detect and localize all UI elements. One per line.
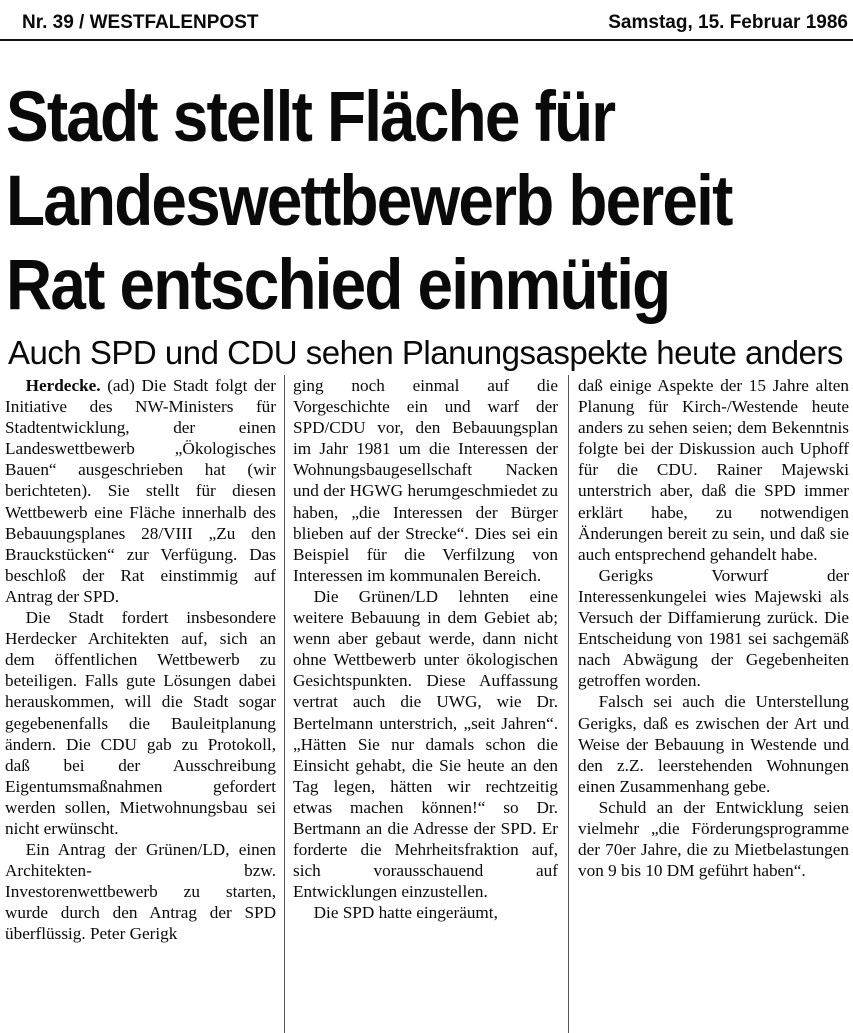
paragraph: Falsch sei auch die Unterstellung Gerigks, daß es zwischen der Art und Weise der Bebauung in Westende und den z.Z. leerstehenden Wohnungen einen Zusammenhang gebe. [578, 692, 849, 796]
paragraph: Die Stadt fordert insbesondere Herdecker Architekten auf, sich an dem öffentlichen Wettbewerb zu beteiligen. Falls gute Lösungen dabei herauskommen, will die Stadt sogar gegebenenfalls die Bauleitplanung ändern. Die CDU gab zu Protokoll, daß bei der Ausschreibung Eigentumsmaßnahmen gefordert werden sollen, Mietwohnungsbau sei nicht erwünscht. [5, 608, 276, 838]
article-column-1 [5, 375, 276, 945]
paragraph-text: (ad) Die Stadt folgt der Initiative des NW-Ministers für Stadtentwicklung, der einen Landeswettbewerb „Ökologisches Bauen“ ausgeschrieben hat (wir berichteten). Sie stellt für diesen Wettbewerb eine Fläche innerhalb des Bebauungsplanes 28/VIII „Zu den Brauckstücken“ zur Verfügung. Das beschloß der Rat einstimmig auf Antrag der SPD. [5, 376, 276, 606]
paragraph: Gerigks Vorwurf der Interessenkungelei wies Majewski als Versuch der Diffamierung zurück. Die Entscheidung von 1981 sei sachgemäß nach Abwägung der Gegebenheiten getroffen worden. [578, 565, 849, 691]
dateline: Herdecke. [25, 376, 101, 395]
paragraph: Die SPD hatte eingeräumt, [313, 903, 498, 923]
column-divider [568, 375, 569, 1033]
issue-date: Samstag, 15. Februar 1986 [608, 12, 848, 33]
article-column-3 [578, 375, 849, 881]
paragraph: Schuld an der Entwicklung seien vielmehr „die Förderungsprogramme der 70er Jahre, die zu Mietbelastungen von 9 bis 10 DM geführt haben“. [578, 797, 849, 881]
paragraph: daß einige Aspekte der 15 Jahre alten Planung für Kirch-/Westende heute anders zu sehen seien; dem Bekenntnis folgte bei der Diskussion auch Uphoff für die CDU. Rainer Majewski unterstrich aber, daß die SPD immer erklärt habe, zu notwendigen Änderungen bereit zu sein, und daß sie auch entsprechend gehandelt habe. [578, 376, 849, 564]
masthead-rule [0, 39, 853, 41]
paragraph [5, 375, 276, 607]
paragraph: ging noch einmal auf die Vorgeschichte ein und warf der SPD/CDU vor, den Bebauungsplan im Jahr 1981 um die Interessen der Wohnungsbaugesellschaft Nacken und der HGWG herumgeschmiedet zu haben, „die Interessen der Bürger blieben auf der Strecke“. Dies sei ein Beispiel für die Verfilzung von Interessen im kommunalen Bereich. [293, 376, 558, 585]
issue-label: Nr. 39 / WESTFALENPOST [22, 12, 259, 33]
paragraph: Die Grünen/LD lehnten eine weitere Bebauung in dem Gebiet ab; wenn aber gebaut werde, dann nicht ohne Wettbewerb unter ökologischen Gesichtspunkten. Diese Auffassung vertrat auch die UWG, wie Dr. Bertelmann unterstrich, „seit Jahren“. „Hätten Sie nur damals schon die Einsicht gehabt, die Sie heute an den Tag legen, hätten wir rechtzeitig etwas machen können!“ so Dr. Bertmann an die Adresse der SPD. Er forderte die Mehrheitsfraktion auf, sich vorausschauend auf Entwicklungen einzustellen. [293, 586, 558, 902]
column-divider [284, 375, 285, 1033]
subheadline: Auch SPD und CDU sehen Planungsaspekte heute anders [8, 334, 843, 371]
article-column-2 [293, 375, 558, 923]
headline-line-3: Rat entschied einmütig [6, 246, 670, 325]
paragraph: Ein Antrag der Grünen/LD, einen Architekten- bzw. Investorenwettbewerb zu starten, wurde durch den Antrag der SPD überflüssig. Peter Gerigk [5, 840, 276, 944]
masthead [22, 12, 848, 34]
headline-line-1: Stadt stellt Fläche für [6, 78, 615, 157]
headline [6, 76, 767, 328]
headline-line-2: Landeswettbewerb bereit [6, 162, 732, 241]
